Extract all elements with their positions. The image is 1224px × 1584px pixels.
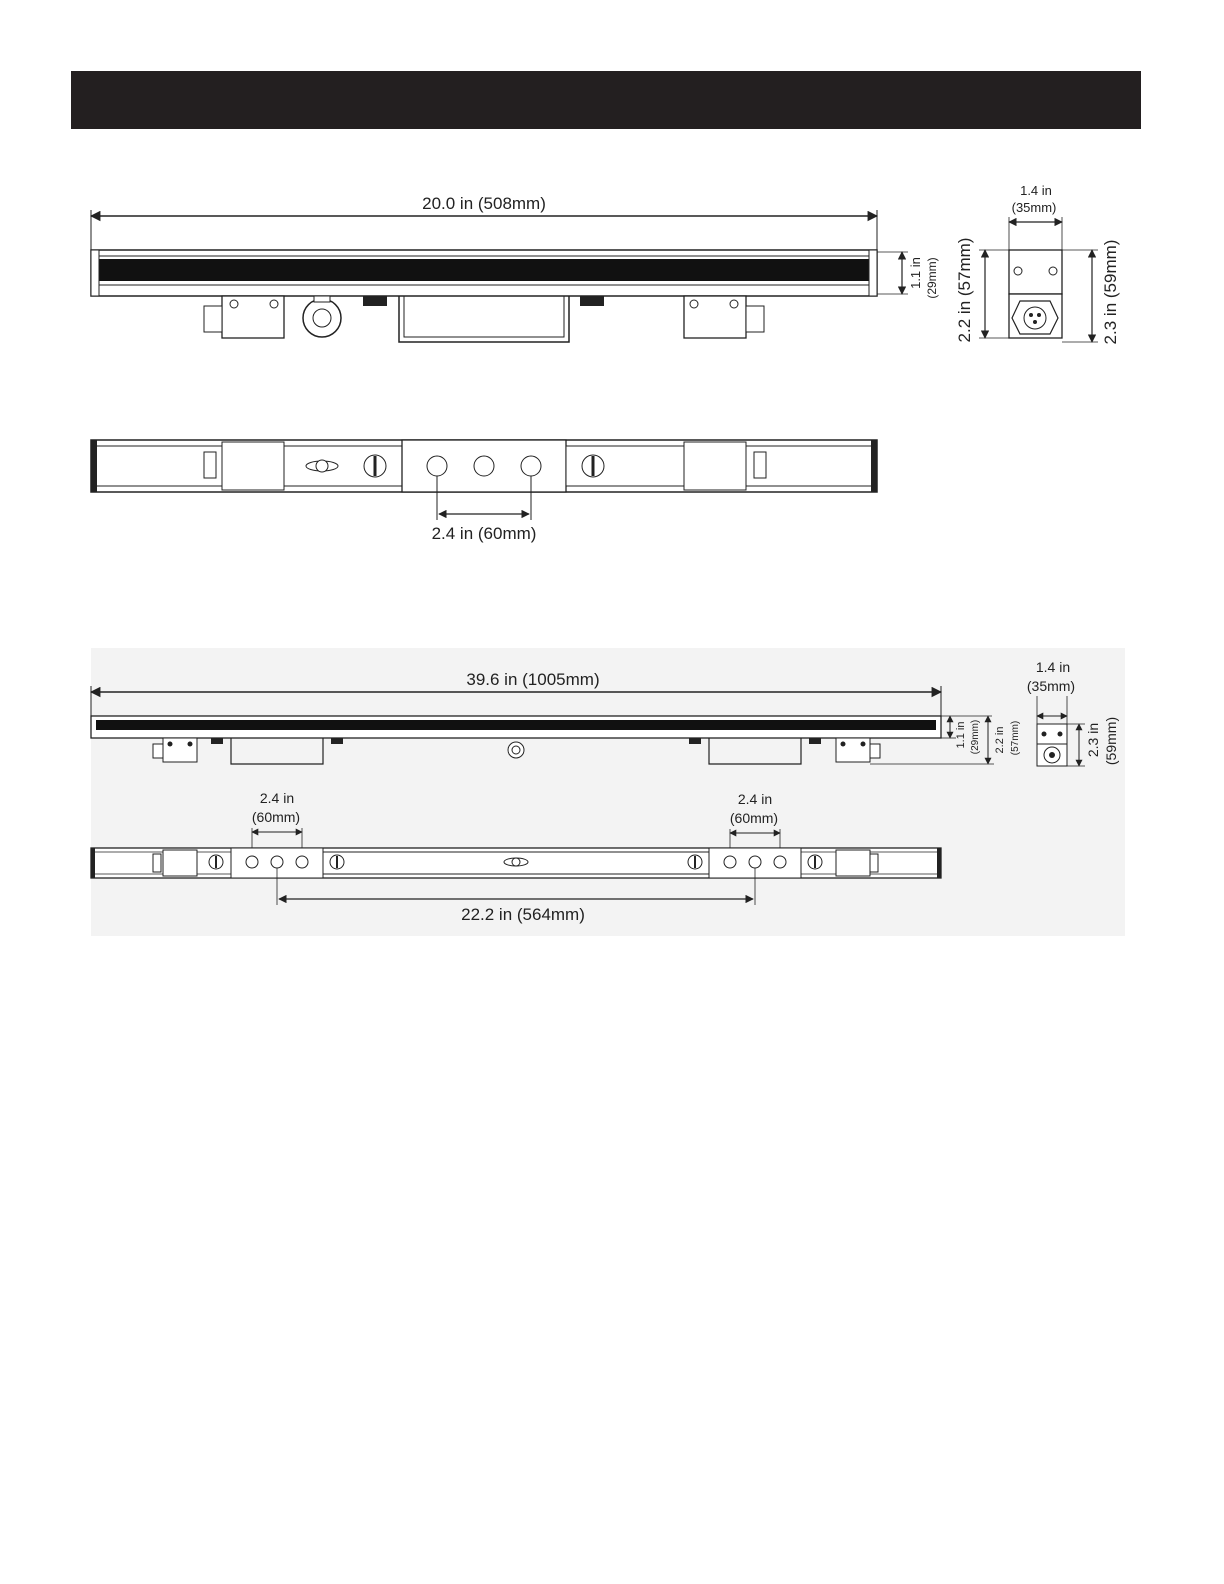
fixture-40in-right-hole-spacing-mm-label: (60mm) [729,810,779,826]
fixture-40in-height2-mm-label: (57mm) [1010,720,1021,756]
fixture-20in-height-mm-label: (29mm) [925,257,939,299]
fixture-40in-height-mm-label: (29mm) [970,719,981,755]
fixture-20in-end-view [955,183,1120,344]
fixture-40in-end-height-mm-label: (59mm) [1103,716,1119,766]
fixture-40in-bracket-spacing-label: 22.2 in (564mm) [461,905,585,924]
fixture-40in-left-hole-spacing-in-label: 2.4 in [259,790,295,806]
fixture-20in-hole-spacing-label: 2.4 in (60mm) [431,524,537,543]
fixture-20in-bottom-view [91,440,877,543]
fixture-40in-left-hole-spacing-mm-label: (60mm) [251,809,301,825]
fixture-40in-height-in-label: 1.1 in [955,721,967,749]
fixture-40in-height2-in-label: 2.2 in [994,726,1006,754]
fixture-20in-end-height-small-label: 2.2 in (57mm) [955,237,974,343]
fixture-40in-right-hole-spacing-in-label: 2.4 in [737,791,773,807]
fixture-40in-end-height-in-label: 2.3 in [1085,722,1101,758]
fixture-20in-end-width-in-label: 1.4 in [1020,183,1052,198]
fixture-40in-panel [91,648,1125,936]
fixture-40in-length-label: 39.6 in (1005mm) [466,670,600,689]
fixture-20in-length-label: 20.0 in (508mm) [422,194,546,213]
fixture-20in-end-height-large-label: 2.3 in (59mm) [1101,239,1120,345]
fixture-20in-height-in-label: 1.1 in [908,257,923,289]
fixture-40in-end-width-in-label: 1.4 in [1035,659,1071,675]
fixture-20in-end-width-mm-label: (35mm) [1011,200,1057,215]
fixture-20in-side-view [91,194,939,342]
fixture-40in-end-width-mm-label: (35mm) [1026,678,1076,694]
